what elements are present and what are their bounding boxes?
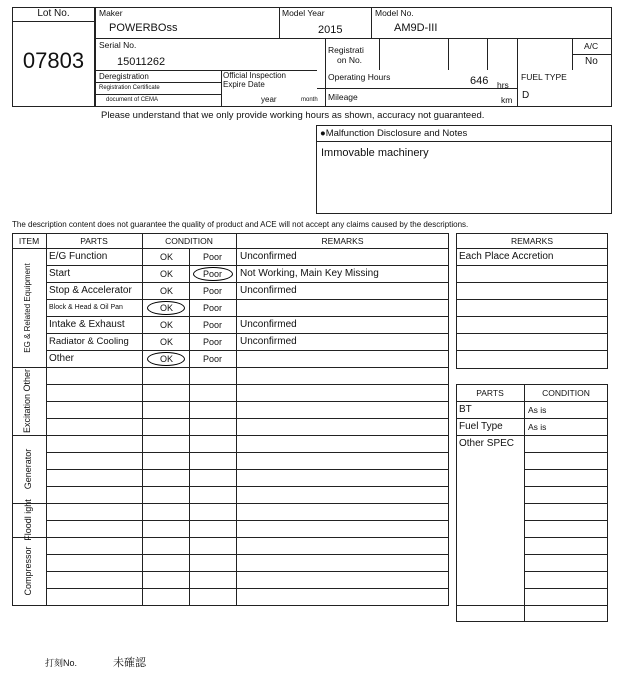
- inspection-label-2: Expire Date: [223, 80, 265, 89]
- mileage-label: Mileage: [328, 92, 358, 102]
- ok-circle-mark: [147, 301, 185, 315]
- right-parts-header: PARTS: [476, 388, 504, 398]
- model-year-value: 2015: [318, 24, 343, 36]
- section-compressor: Compressor: [23, 546, 33, 596]
- registration-label-2: on No.: [337, 55, 363, 65]
- ok-option: OK: [160, 269, 174, 279]
- part-name: Intake & Exhaust: [49, 319, 125, 330]
- right-condition-value: As is: [528, 405, 547, 415]
- serial-label: Serial No.: [99, 40, 137, 50]
- ac-label: A/C: [584, 41, 599, 51]
- inspection-label-1: Official Inspection: [223, 71, 286, 80]
- mileage-unit: km: [501, 95, 513, 105]
- part-name: Start: [49, 268, 71, 279]
- part-name: Radiator & Cooling: [49, 336, 129, 347]
- hours-label: Operating Hours: [328, 72, 391, 82]
- stamp-no-value: 未確認: [113, 657, 146, 669]
- hours-unit: hrs: [497, 80, 509, 90]
- ok-option: OK: [160, 320, 174, 330]
- year-label: year: [261, 95, 277, 104]
- right-remarks-header: REMARKS: [510, 236, 554, 246]
- poor-option: Poor: [203, 252, 223, 262]
- remark-text: Unconfirmed: [240, 285, 297, 296]
- right-part-name: Other SPEC: [459, 438, 515, 449]
- ok-option: OK: [160, 286, 174, 296]
- registration-label-1: Registrati: [328, 45, 364, 55]
- month-label: month: [301, 97, 318, 103]
- model-year-label: Model Year: [282, 8, 325, 18]
- section-excitation: Excitation Other: [22, 368, 32, 434]
- part-name: E/G Function: [49, 251, 108, 262]
- doc-cema-label: document of CEMA: [106, 97, 159, 103]
- model-no-value: AM9D-III: [394, 22, 438, 34]
- poor-option: Poor: [203, 320, 223, 330]
- header-item: ITEM: [18, 236, 40, 246]
- poor-option: Poor: [203, 303, 223, 313]
- right-remark-text: Each Place Accretion: [459, 251, 554, 262]
- poor-option: Poor: [203, 269, 223, 279]
- reg-cert-label: Registration Certificate: [99, 85, 160, 91]
- disclaimer: The description content does not guarantee the quality of product and ACE will not accept any claims caused by the descriptions.: [12, 220, 469, 229]
- maker-value: POWERBOss: [109, 22, 178, 34]
- hours-value: 646: [470, 75, 489, 87]
- ok-circle-mark: [147, 352, 185, 366]
- deregistration-label: Deregistration: [99, 72, 149, 81]
- part-name: Other: [49, 353, 75, 364]
- ac-value: No: [585, 56, 598, 67]
- ok-option: OK: [160, 252, 174, 262]
- hours-notice: Please understand that we only provide working hours as shown, accuracy not guaranteed.: [101, 110, 485, 121]
- ok-option: OK: [160, 337, 174, 347]
- fuel-type-value: D: [522, 90, 530, 101]
- right-part-name: Fuel Type: [459, 421, 503, 432]
- poor-option: Poor: [203, 354, 223, 364]
- right-condition-value: As is: [528, 422, 547, 432]
- malfunction-text: Immovable machinery: [321, 147, 429, 159]
- poor-circle-mark: [193, 267, 233, 281]
- poor-option: Poor: [203, 286, 223, 296]
- remark-text: Unconfirmed: [240, 251, 297, 262]
- malfunction-title: ●Malfunction Disclosure and Notes: [320, 128, 468, 139]
- ok-option: OK: [160, 354, 174, 364]
- stamp-no-label: 打刻No.: [45, 658, 78, 668]
- section-generator: Generator: [23, 448, 33, 490]
- poor-option: Poor: [203, 337, 223, 347]
- lot-label: Lot No.: [37, 8, 70, 19]
- section-floodlight: Floodl ight: [23, 499, 33, 541]
- maker-label: Maker: [99, 8, 123, 18]
- ok-option: OK: [160, 303, 174, 313]
- header-remarks: REMARKS: [321, 236, 364, 246]
- serial-value: 15011262: [117, 56, 166, 68]
- header-parts: PARTS: [80, 236, 108, 246]
- fuel-type-label: FUEL TYPE: [521, 72, 567, 82]
- part-name: Stop & Accelerator: [49, 285, 132, 296]
- section-eg: EG & Related Equipment: [23, 263, 32, 353]
- remark-text: Unconfirmed: [240, 319, 297, 330]
- right-part-name: BT: [459, 404, 472, 415]
- remark-text: Not Working, Main Key Missing: [240, 268, 379, 279]
- remark-text: Unconfirmed: [240, 336, 297, 347]
- part-name: Block & Head & Oil Pan: [49, 304, 123, 311]
- lot-number: 07803: [22, 48, 85, 73]
- right-condition-header: CONDITION: [542, 388, 590, 398]
- header-condition: CONDITION: [165, 236, 213, 246]
- model-no-label: Model No.: [375, 8, 414, 18]
